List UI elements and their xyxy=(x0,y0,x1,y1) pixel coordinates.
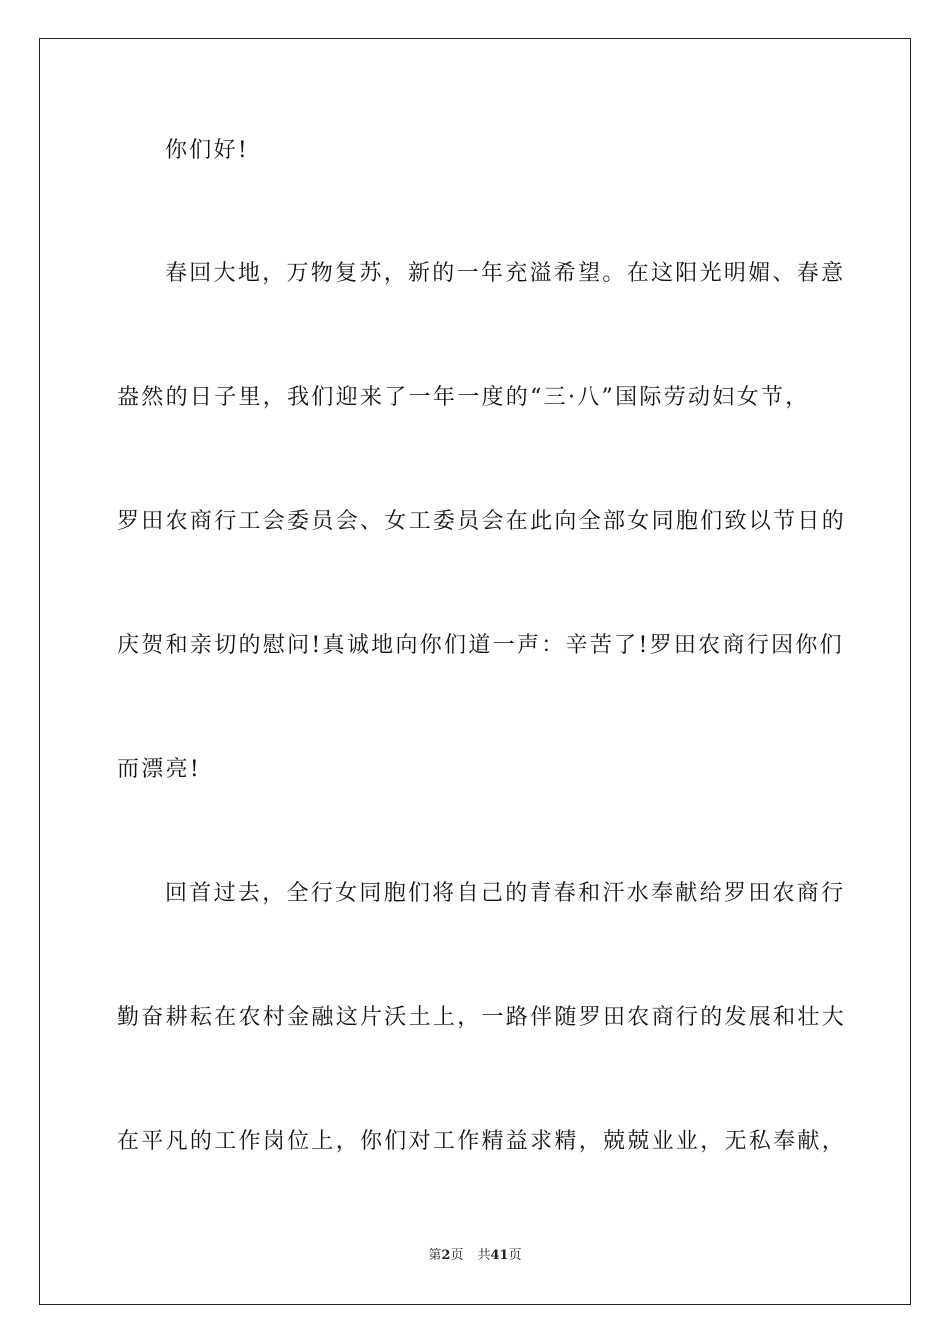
page-prefix: 第 xyxy=(428,1248,442,1263)
greeting-line: 你们好! xyxy=(165,138,250,163)
page-border xyxy=(39,38,911,1305)
paragraph-line: 庆贺和亲切的慰问!真诚地向你们道一声：辛苦了!罗田农商行因你们 xyxy=(117,633,844,658)
total-pages: 41 xyxy=(490,1248,509,1263)
page-suffix: 页 xyxy=(450,1248,464,1263)
total-prefix: 共 xyxy=(477,1248,491,1263)
paragraph-line: 回首过去，全行女同胞们将自己的青春和汗水奉献给罗田农商行 xyxy=(165,881,846,906)
page-footer xyxy=(0,1247,950,1265)
paragraph-line: 春回大地，万物复苏，新的一年充溢希望。在这阳光明媚、春意 xyxy=(165,261,846,286)
page-number: 2 xyxy=(441,1248,451,1263)
paragraph-line: 盎然的日子里，我们迎来了一年一度的“三·八”国际劳动妇女节， xyxy=(117,385,810,410)
paragraph-line: 罗田农商行工会委员会、女工委员会在此向全部女同胞们致以节日的 xyxy=(117,509,847,534)
paragraph-line: 勤奋耕耘在农村金融这片沃土上，一路伴随罗田农商行的发展和壮大 xyxy=(117,1005,847,1030)
paragraph-line: 而漂亮! xyxy=(117,757,202,782)
total-suffix: 页 xyxy=(508,1248,522,1263)
paragraph-line: 在平凡的工作岗位上，你们对工作精益求精，兢兢业业，无私奉献， xyxy=(117,1129,847,1154)
